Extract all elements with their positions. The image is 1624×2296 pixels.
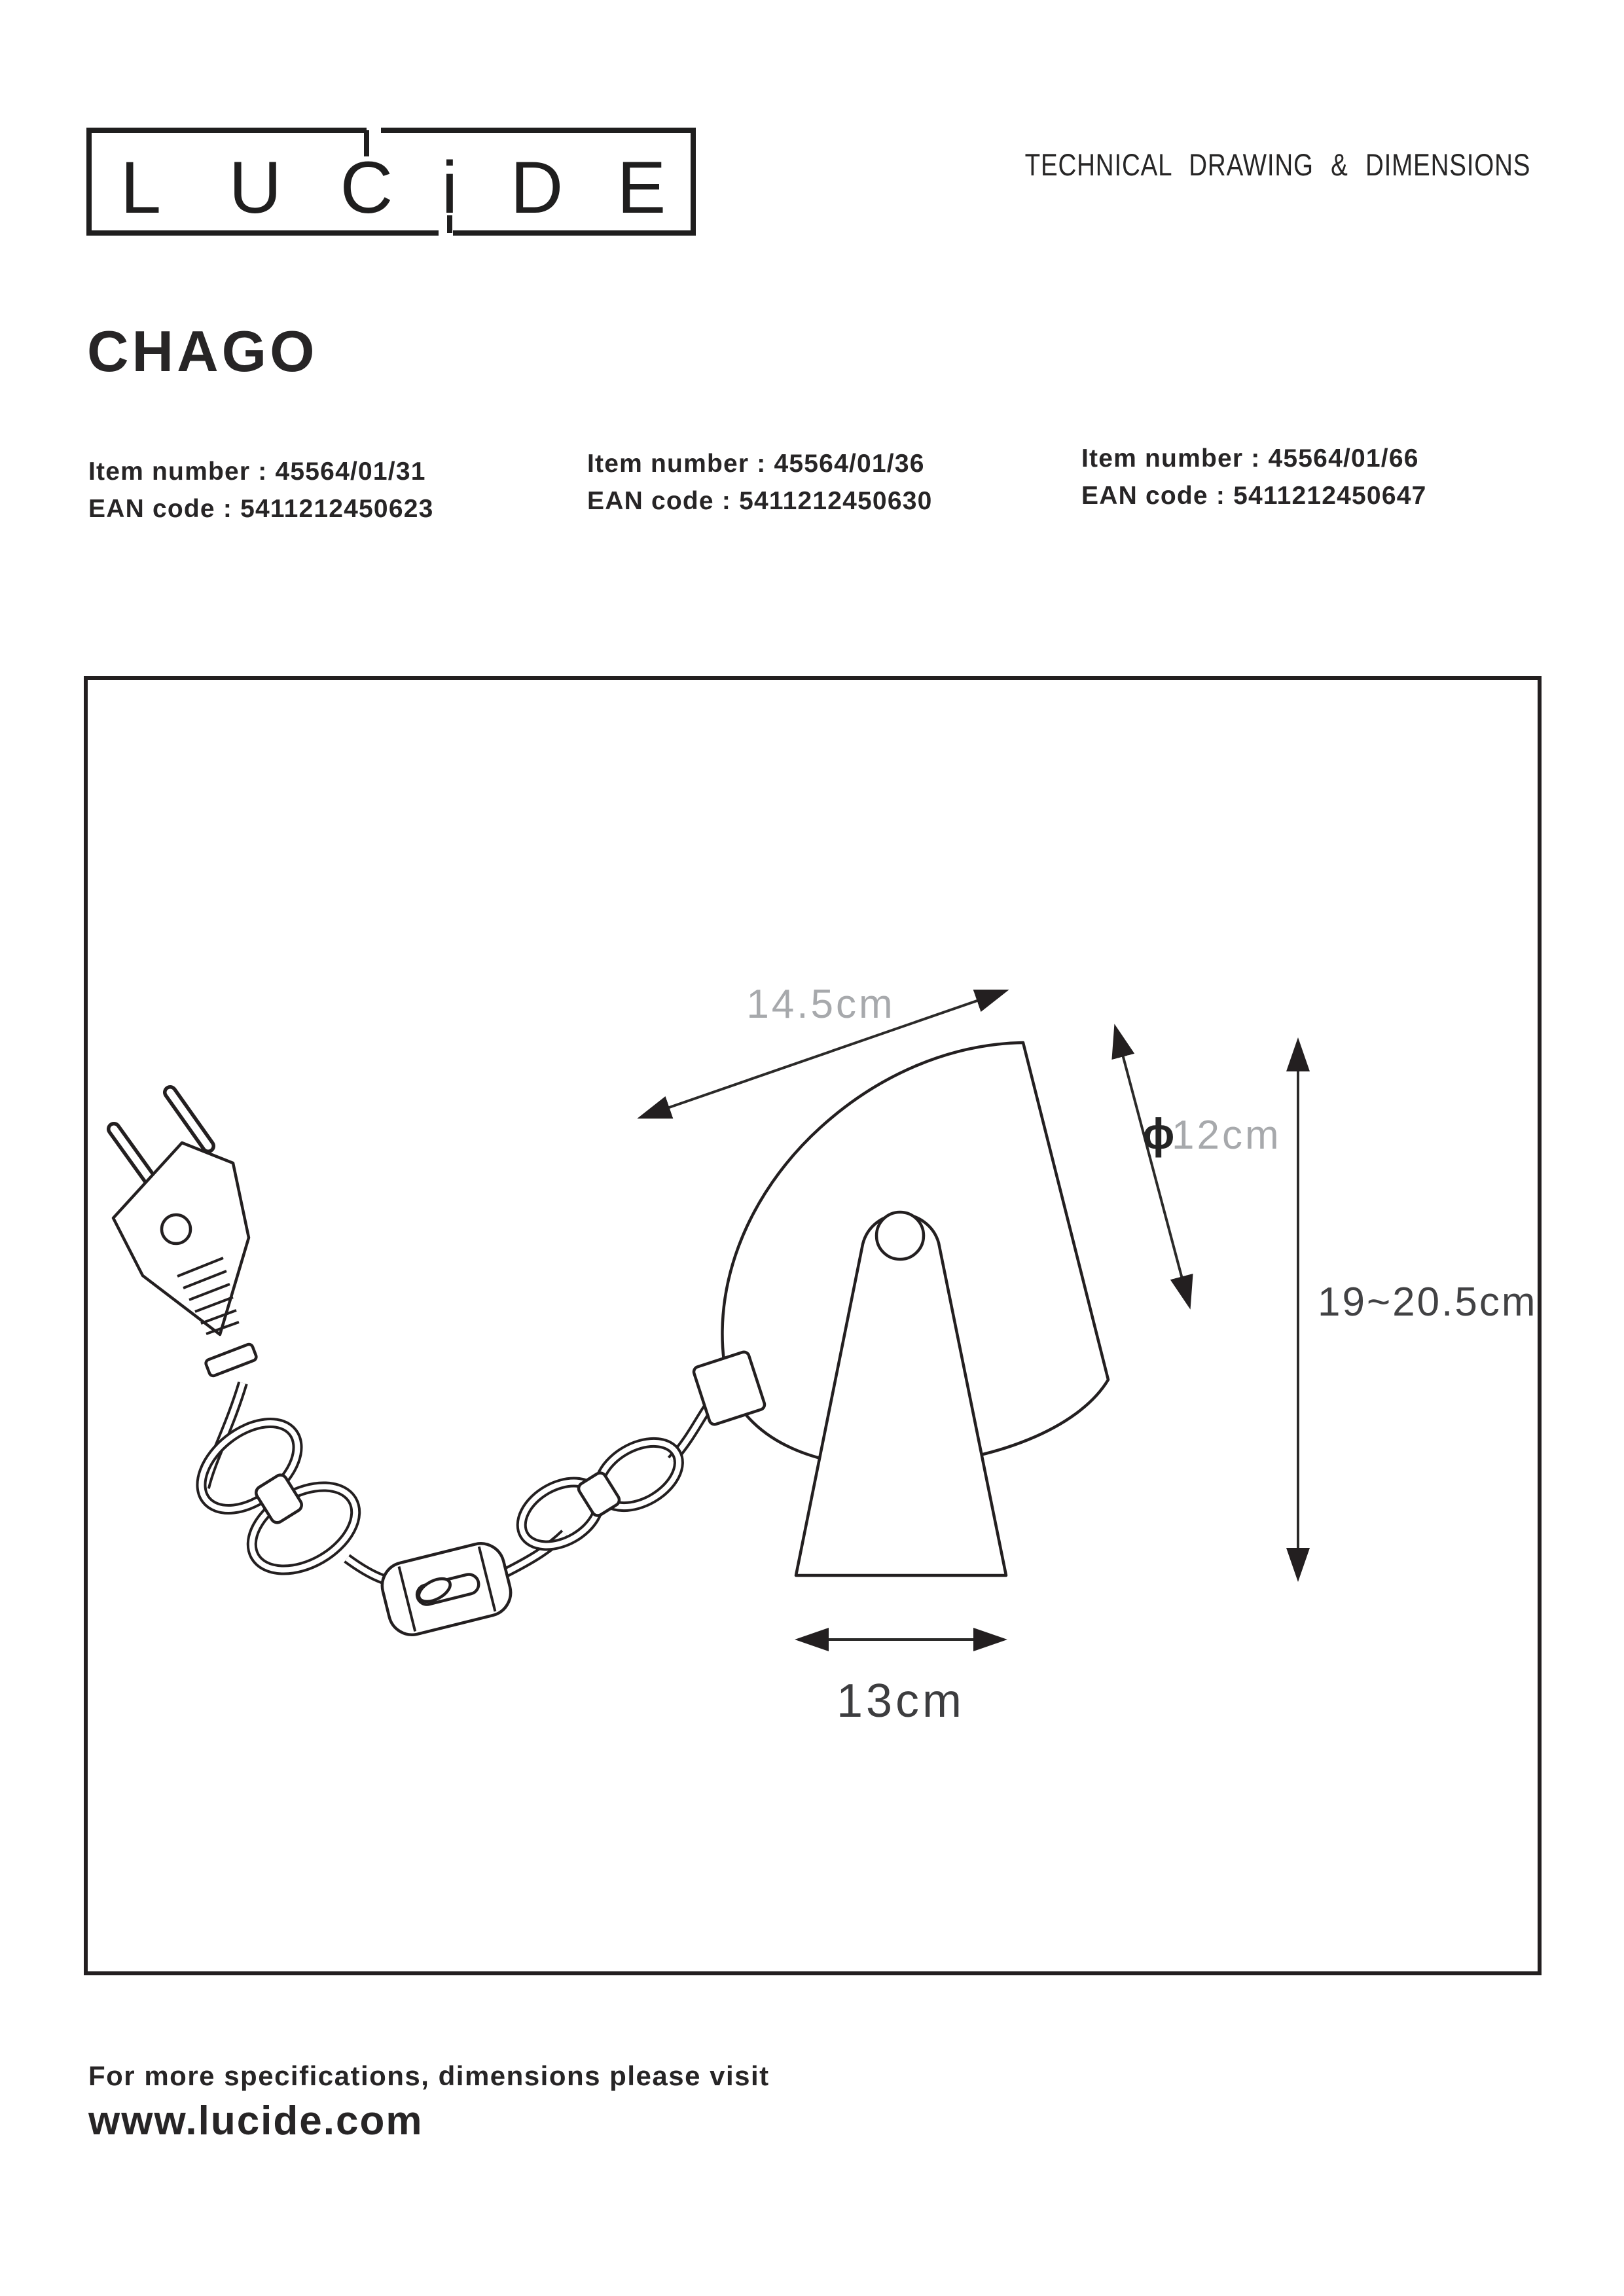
plug-screw-hole bbox=[162, 1215, 190, 1244]
plug-prong-core bbox=[170, 1092, 208, 1146]
product-name: CHAGO bbox=[87, 319, 318, 384]
diameter-symbol: ϕ bbox=[1142, 1109, 1175, 1158]
plug-prong-core bbox=[114, 1129, 151, 1180]
item-number-line bbox=[88, 453, 434, 490]
dimension-diameter-label: 12cm bbox=[1172, 1113, 1282, 1158]
footer-note: For more specifications, dimensions please visit bbox=[88, 2060, 770, 2091]
logo-letter: D bbox=[510, 147, 564, 228]
item-number-label: Item number : bbox=[88, 457, 268, 486]
variant-block-2 bbox=[587, 445, 933, 520]
item-number-value: 45564/01/66 bbox=[1268, 444, 1419, 473]
ean-code-line bbox=[587, 482, 933, 520]
ean-code-label: EAN code : bbox=[1081, 482, 1226, 510]
inline-switch-illustration bbox=[377, 1539, 515, 1640]
ean-code-value: 5411212450630 bbox=[739, 487, 933, 515]
item-number-label: Item number : bbox=[1081, 444, 1261, 473]
ean-code-value: 5411212450647 bbox=[1233, 482, 1427, 510]
lucide-logo-graphic bbox=[85, 126, 697, 238]
item-number-line bbox=[587, 445, 933, 482]
logo-letter: L bbox=[120, 147, 162, 228]
logo-letter: C bbox=[340, 147, 393, 228]
dimension-base-width-label: 13cm bbox=[836, 1675, 965, 1727]
ean-code-line bbox=[1081, 477, 1427, 514]
technical-drawing bbox=[84, 676, 1542, 1975]
cord-bow-left bbox=[185, 1405, 370, 1587]
ean-code-line bbox=[88, 490, 434, 528]
dimension-head-width-label: 14.5cm bbox=[746, 982, 895, 1027]
variant-block-1 bbox=[88, 453, 434, 528]
logo-letter: U bbox=[228, 147, 282, 228]
power-plug-illustration bbox=[113, 1092, 257, 1377]
pivot-hole bbox=[876, 1212, 924, 1259]
item-number-label: Item number : bbox=[587, 450, 767, 478]
item-number-value: 45564/01/36 bbox=[774, 450, 925, 478]
lucide-logo bbox=[85, 126, 697, 238]
dimension-arrow-diameter bbox=[1115, 1028, 1189, 1306]
ean-code-label: EAN code : bbox=[88, 495, 233, 523]
dimension-height-label: 19~20.5cm bbox=[1318, 1280, 1538, 1325]
ean-code-value: 5411212450623 bbox=[240, 495, 434, 523]
logo-letter: i bbox=[441, 147, 458, 228]
cord-bow-right bbox=[511, 1429, 691, 1559]
item-number-value: 45564/01/31 bbox=[275, 457, 426, 486]
document-title: TECHNICAL DRAWING & DIMENSIONS bbox=[1024, 147, 1530, 182]
technical-drawing-box bbox=[84, 676, 1542, 1975]
plug-collar bbox=[205, 1343, 257, 1377]
item-number-line bbox=[1081, 440, 1427, 477]
ean-code-label: EAN code : bbox=[587, 487, 732, 515]
variant-block-3 bbox=[1081, 440, 1427, 514]
logo-letter: E bbox=[617, 147, 666, 228]
footer-website: www.lucide.com bbox=[88, 2098, 424, 2144]
